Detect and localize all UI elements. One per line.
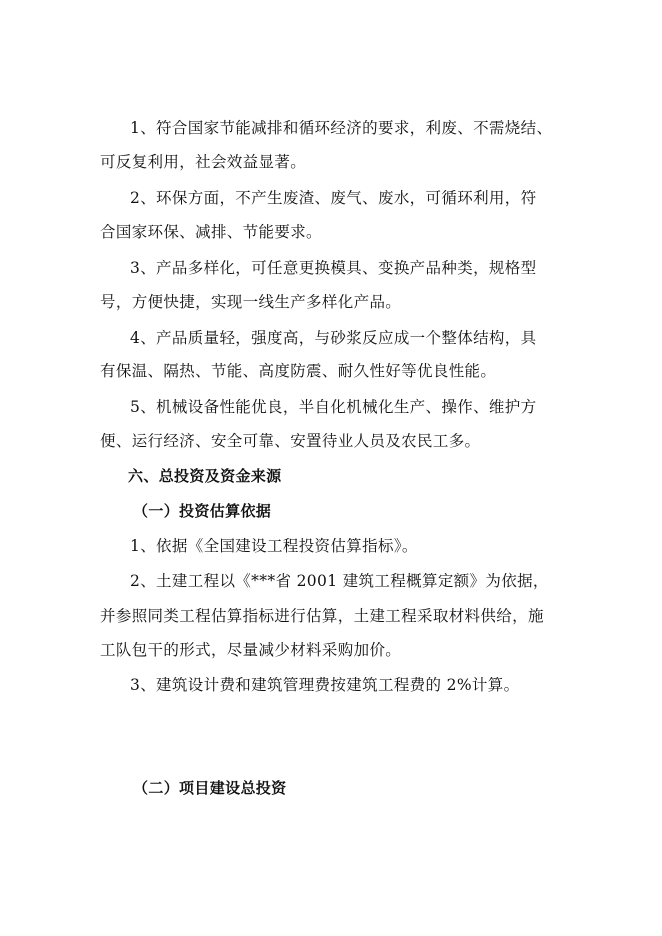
basis-item-1: 1、依据《全国建设工程投资估算指标》。 <box>130 537 418 555</box>
subsection-2-heading: （二）项目建设总投资 <box>133 779 287 797</box>
benefit-3-line-1: 3、产品多样化，可任意更换模具、变换产品种类，规格型 <box>130 259 537 277</box>
benefit-4-line-1: 4、产品质量轻，强度高，与砂浆反应成一个整体结构，具 <box>130 329 537 347</box>
basis-item-2-line-3: 工队包干的形式，尽量减少材料采购加价。 <box>100 641 402 659</box>
subsection-1-heading: （一）投资估算依据 <box>133 502 272 520</box>
benefit-5-line-2: 便、运行经济、安全可靠、安置待业人员及农民工多。 <box>100 432 481 450</box>
benefit-2-line-1: 2、环保方面，不产生废渣、废气、废水，可循环利用，符 <box>130 189 537 207</box>
benefit-1-line-2: 可反复利用，社会效益显著。 <box>100 153 307 171</box>
basis-item-2-line-1: 2、土建工程以《***省 2001 建筑工程概算定额》为依据， <box>130 572 549 590</box>
benefit-1-line-1: 1、符合国家节能减排和循环经济的要求，利废、不需烧结、 <box>130 119 553 137</box>
benefit-4-line-2: 有保温、隔热、节能、高度防震、耐久性好等优良性能。 <box>100 362 497 380</box>
section-6-heading: 六、总投资及资金来源 <box>128 467 282 485</box>
benefit-5-line-1: 5、机械设备性能优良，半自化机械化生产、操作、维护方 <box>130 398 537 416</box>
basis-item-2-line-2: 并参照同类工程估算指标进行估算，土建工程采取材料供给，施 <box>100 607 544 625</box>
basis-item-3: 3、建筑设计费和建筑管理费按建筑工程费的 2%计算。 <box>130 676 520 694</box>
benefit-2-line-2: 合国家环保、减排、节能要求。 <box>100 223 322 241</box>
benefit-3-line-2: 号，方便快捷，实现一线生产多样化产品。 <box>100 293 402 311</box>
